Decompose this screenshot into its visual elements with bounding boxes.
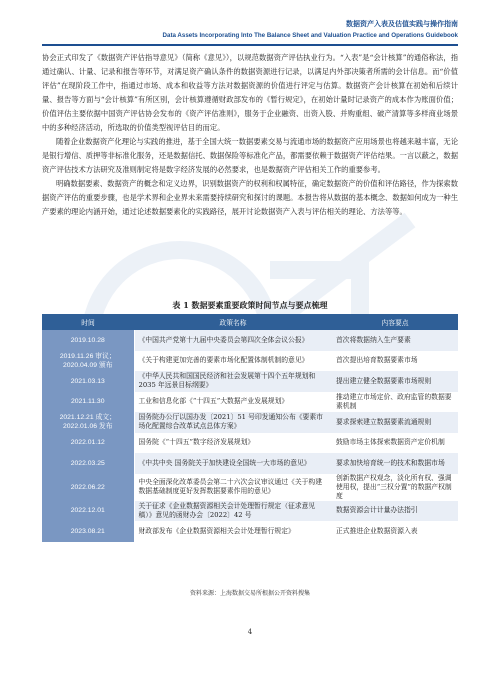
header-divider xyxy=(42,44,458,46)
column-header-policy: 政策名称 xyxy=(134,314,332,330)
cell-point: 推动建立市场定价、政府监管的数据要素机制 xyxy=(332,392,458,413)
cell-time: 2019.10.28 xyxy=(42,330,134,351)
cell-point: 首次提出培育数据要素市场 xyxy=(332,351,458,372)
cell-time: 2022.01.12 xyxy=(42,433,134,454)
header-title-en: Data Assets Incorporating Into The Balance Sheet and Valuation Practice and Operations Guidebook xyxy=(162,32,458,39)
table-row xyxy=(42,351,458,372)
cell-time: 2021.12.21 成文；2022.01.06 发布 xyxy=(42,412,134,433)
cell-point: 要求探索建立数据要素流通规则 xyxy=(332,412,458,433)
cell-time: 2021.03.13 xyxy=(42,371,134,392)
cell-point: 创新数据产权观念，淡化所有权、强调使用权，提出“三权分置”的数据产权制度 xyxy=(332,474,458,501)
table-source-note: 资料来源：上海数据交易所根据公开资料搜集 xyxy=(189,590,310,597)
cell-time: 2021.11.30 xyxy=(42,392,134,413)
cell-time: 2019.11.26 审议；2020.04.09 颁布 xyxy=(42,351,134,372)
cell-policy: 财政部发布《企业数据资源相关会计处理暂行规定》 xyxy=(134,521,332,542)
paragraph-1: 协会正式印发了《数据资产评估指导意见》（简称《意见》），以规范数据资产评估执业行为。“入表”是“会计核算”的通俗称法，指通过确认、计量、记录和报告等环节，对满足资产确认条件的数据资源进行记录，以满足内外部决策者所需的会计信息。而“价值评估”在现阶段工作中，指通过市场、成本和收益等方法对数据资源的价值进行评定与估算。数据资产会计核算在初始和后续计量、报告等方面与“会计核算”有所区别，会计核算遵循财政部发布的《暂行规定》，在初始计量时记录资产的成本作为账面价值；价值评估主要依据中国资产评估协会发布的《资产评估准则》，服务于企业融资、出资入股、并购重组、破产清算等多样商业场景中的多种经济活动，所选取的价值类型视评估目的而定。 xyxy=(42,53,458,132)
cell-point: 数据资源会计计量办法指引 xyxy=(332,501,458,522)
table-row xyxy=(42,474,458,501)
cell-policy: 中央全面深化改革委员会第二十六次会议审议通过《关于构建数据基础制度更好发挥数据要素作用的意见》 xyxy=(134,474,332,501)
table-row xyxy=(42,412,458,433)
column-header-points: 内容要点 xyxy=(332,314,458,330)
cell-policy: 《中国共产党第十九届中央委员会第四次全体会议公报》 xyxy=(134,330,332,351)
page-number: 4 xyxy=(247,628,253,636)
table-row xyxy=(42,371,458,392)
cell-point: 正式推进企业数据资源入表 xyxy=(332,521,458,542)
cell-policy: 工业和信息化部《“十四五”大数据产业发展规划》 xyxy=(134,392,332,413)
body-text xyxy=(42,51,458,219)
table-row xyxy=(42,453,458,474)
cell-policy: 《中华人民共和国国民经济和社会发展第十四个五年规划和 2035 年远景目标纲要》 xyxy=(134,371,332,392)
table-row xyxy=(42,521,458,542)
cell-time: 2023.08.21 xyxy=(42,521,134,542)
cell-point: 鼓励市场主体探索数据资产定价机制 xyxy=(332,433,458,454)
table-header-row xyxy=(42,314,458,330)
table-row xyxy=(42,501,458,522)
cell-time: 2022.03.25 xyxy=(42,453,134,474)
cell-point: 要求加快培育统一的技术和数据市场 xyxy=(332,453,458,474)
cell-policy: 国务院办公厅以国办发〔2021〕51 号印发通知公布《要素市场化配置综合改革试点总体方案》 xyxy=(134,412,332,433)
cell-time: 2022.12.01 xyxy=(42,501,134,522)
paragraph-3: 明确数据要素、数据资产的概念和定义边界，识别数据资产的权利和权属特征，确定数据资产的价值和评估路径，作为探索数据资产评估的重要步骤，也是学术界和企业界未来需要持续研究和探讨的课题。本报告将从数据的基本概念、数据如何成为一种生产要素的理论内涵开始，通过论述数据要素化的实践路径，展开讨论数据资产入表与评估相关的理论、方法等等。 xyxy=(42,179,458,216)
cell-policy: 《关于构建更加完善的要素市场化配置体制机制的意见》 xyxy=(134,351,332,372)
cell-policy: 《中共中央 国务院关于加快建设全国统一大市场的意见》 xyxy=(134,453,332,474)
table-row xyxy=(42,330,458,351)
cell-time: 2022.06.22 xyxy=(42,474,134,501)
table-body xyxy=(42,330,458,542)
cell-policy: 国务院《“十四五”数字经济发展规划》 xyxy=(134,433,332,454)
cell-point: 提出建立健全数据要素市场规则 xyxy=(332,371,458,392)
policy-table xyxy=(42,314,458,542)
column-header-time: 时间 xyxy=(42,314,134,330)
paragraph-2: 随着企业数据资产化理论与实践的推进，基于全国大统一数据要素交易与流通市场的数据资产应用场景也将越来越丰富，无论是银行增信、质押等非标准化服务，还是数据信托、数据保险等标准化产品，都需要依赖于数据资产评估结果。一言以蔽之，数据资产评估技术方法研究及准则制定将是数字经济发展的必然要求，也是数据资产评估相关工作的重要参考。 xyxy=(42,137,458,174)
table-row xyxy=(42,392,458,413)
table-row xyxy=(42,433,458,454)
cell-point: 首次将数据纳入生产要素 xyxy=(332,330,458,351)
table-title: 表 1 数据要素重要政策时间节点与要点梳理 xyxy=(172,300,328,310)
header-title-cn: 数据资产入表及估值实践与操作指南 xyxy=(346,19,458,28)
cell-policy: 关于征求《企业数据资源相关会计处理暂行规定（征求意见稿）》意见的函财办会〔2022〕42 号 xyxy=(134,501,332,522)
